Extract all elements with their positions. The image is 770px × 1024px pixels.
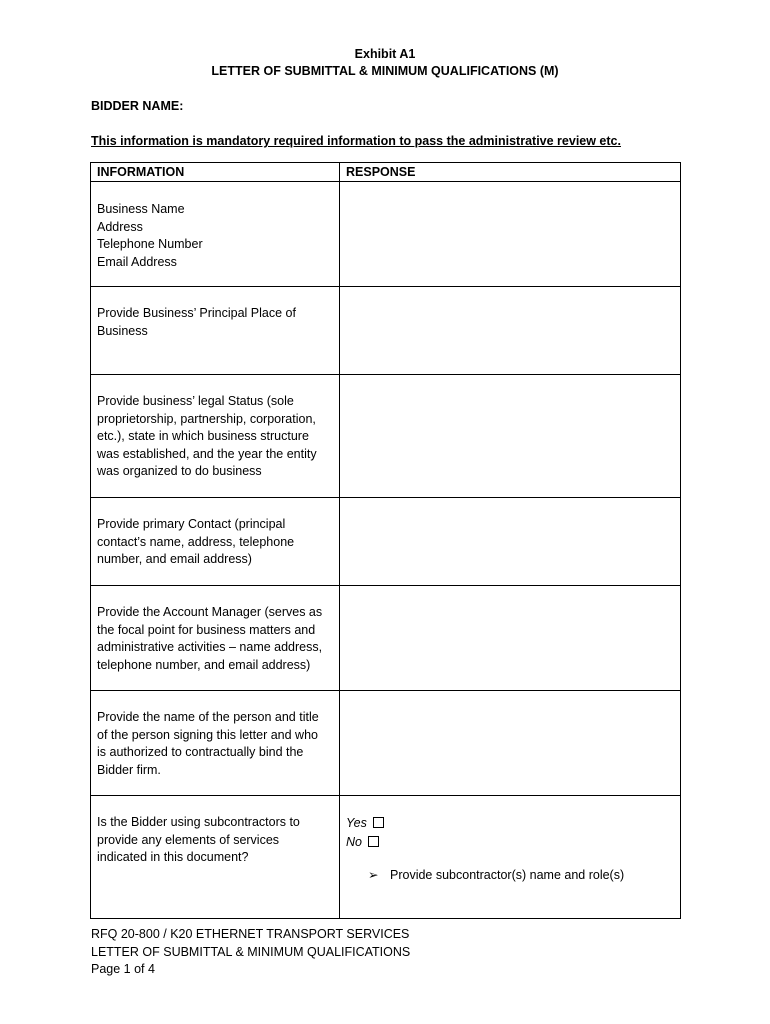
yes-checkbox[interactable] [373, 817, 384, 828]
info-line: telephone number, and email address) [97, 657, 311, 672]
page-number: Page 1 of 4 [91, 962, 155, 976]
footer-title-line: LETTER OF SUBMITTAL & MINIMUM QUALIFICATIONS [91, 944, 411, 959]
info-cell [91, 287, 340, 375]
info-line: Telephone Number [97, 237, 203, 251]
no-option[interactable] [346, 833, 674, 852]
yes-label: Yes [346, 816, 367, 830]
table-row [91, 691, 681, 796]
info-line: etc.), state in which business structure [97, 429, 309, 443]
no-checkbox[interactable] [368, 836, 379, 847]
info-line: the focal point for business matters and [97, 622, 316, 637]
table-row [91, 287, 681, 375]
info-line: Email Address [97, 254, 177, 269]
response-cell[interactable] [340, 498, 681, 586]
document-title: LETTER OF SUBMITTAL & MINIMUM QUALIFICATIONS (M) [211, 64, 559, 78]
info-cell [91, 498, 340, 586]
info-line: is authorized to contractually bind the [97, 745, 304, 759]
subcontractor-bullet-text: Provide subcontractor(s) name and role(s) [390, 868, 625, 882]
response-cell[interactable] [340, 375, 681, 498]
info-line: Provide business’ legal Status (sole [97, 394, 294, 408]
info-line: Bidder firm. [97, 762, 161, 777]
mandatory-note: This information is mandatory required information to pass the administrative review etc. [91, 134, 621, 148]
info-cell [91, 691, 340, 796]
info-line: provide any elements of services [97, 832, 280, 847]
info-line: was established, and the year the entity [97, 446, 317, 461]
info-line: Address [97, 219, 143, 234]
info-cell [91, 375, 340, 498]
info-line: Provide primary Contact (principal [97, 517, 286, 531]
exhibit-label: Exhibit A1 [354, 47, 416, 61]
info-line: Business [97, 323, 148, 338]
info-line: Provide the Account Manager (serves as [97, 605, 323, 619]
response-cell [340, 796, 681, 919]
info-cell [91, 796, 340, 919]
info-line: number, and email address) [97, 552, 252, 566]
info-line: indicated in this document? [97, 850, 249, 864]
yes-option[interactable] [346, 814, 674, 833]
page-footer [91, 926, 410, 979]
response-cell[interactable] [340, 287, 681, 375]
bidder-name-label: BIDDER NAME: [91, 99, 184, 113]
info-line: administrative activities – name address, [97, 640, 323, 654]
table-row [91, 586, 681, 691]
response-cell[interactable] [340, 182, 681, 287]
info-line: contact’s name, address, telephone [97, 534, 295, 549]
table-row [91, 796, 681, 919]
table-row [91, 498, 681, 586]
response-cell[interactable] [340, 691, 681, 796]
no-label: No [346, 835, 362, 849]
table-row [91, 375, 681, 498]
info-cell [91, 182, 340, 287]
table-header-row [91, 163, 681, 182]
info-line: of the person signing this letter and who [97, 727, 318, 742]
info-line: Business Name [97, 202, 185, 216]
info-cell [91, 586, 340, 691]
info-line: Provide Business’ Principal Place of [97, 306, 296, 320]
table-row [91, 182, 681, 287]
subcontractor-bullet [368, 867, 674, 884]
info-line: Is the Bidder using subcontractors to [97, 815, 300, 829]
response-cell[interactable] [340, 586, 681, 691]
footer-rfq-line: RFQ 20-800 / K20 ETHERNET TRANSPORT SERVICES [91, 927, 410, 941]
column-header-information: INFORMATION [91, 163, 340, 182]
info-line: proprietorship, partnership, corporation, [97, 411, 316, 426]
info-line: Provide the name of the person and title [97, 710, 319, 724]
info-line: was organized to do business [97, 464, 262, 478]
column-header-response: RESPONSE [340, 163, 681, 182]
document-header [0, 46, 770, 80]
arrow-bullet-icon: ➢ [368, 868, 379, 882]
qualifications-table [90, 162, 681, 919]
